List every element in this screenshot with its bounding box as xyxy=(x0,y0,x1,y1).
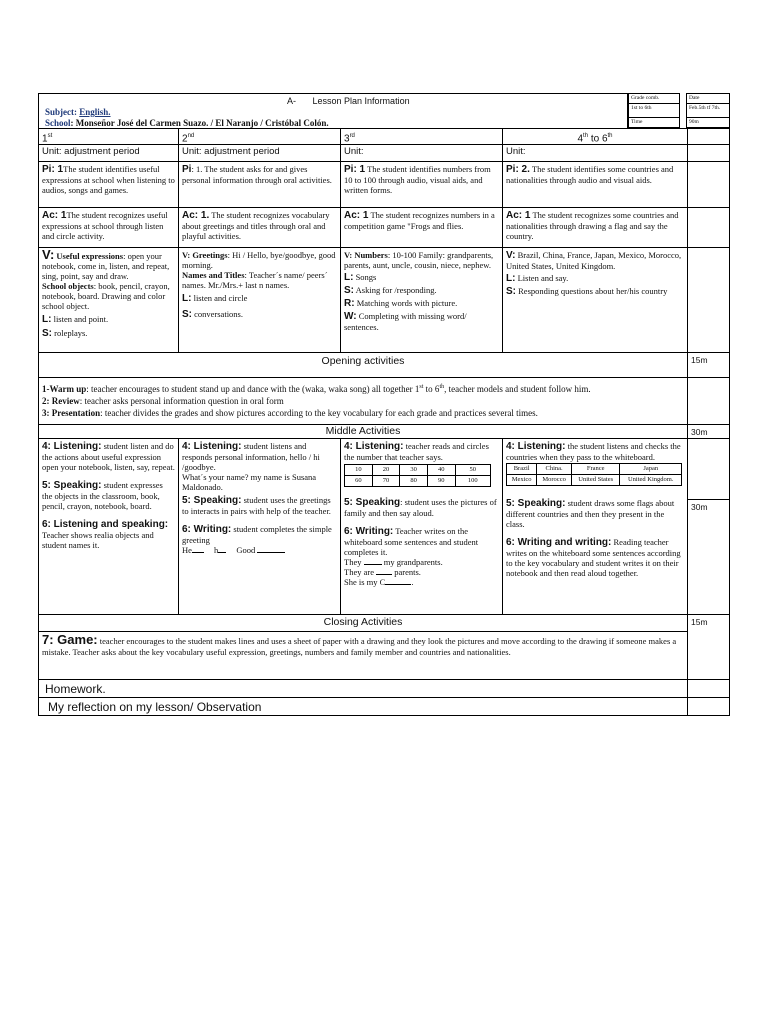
ac-3 xyxy=(340,207,503,248)
mid-2-a6-label: 6: Writing: xyxy=(182,524,232,535)
warmup-text-a: : teacher encourages to student stand up and dance with the (waka, waka song) all together 1 xyxy=(86,384,420,394)
mid-3-a5-text: : student uses the pictures of family and then say aloud. xyxy=(344,497,497,518)
vocab-1-v-bold: Useful expressions xyxy=(54,251,124,261)
number-cell: 90 xyxy=(427,476,455,487)
pi-1 xyxy=(38,161,179,208)
blank-he: He xyxy=(182,545,192,555)
ac-2-num: : 1. xyxy=(194,210,210,221)
pi-time xyxy=(687,161,730,208)
countries-row-2 xyxy=(507,475,682,486)
header-block xyxy=(38,93,628,128)
reflection: My reflection on my lesson/ Observation xyxy=(38,697,688,716)
greeting-blanks xyxy=(182,545,337,555)
ac-2-label: Ac xyxy=(182,210,195,221)
family-line-2 xyxy=(344,567,499,577)
pi-3-num: : 1 xyxy=(353,164,366,175)
mid-1-a5-label: 5: Speaking: xyxy=(42,480,102,491)
mid-2-a5-label: 5: Speaking: xyxy=(182,495,242,506)
school-label: School xyxy=(45,118,71,128)
middle-title: Middle Activities xyxy=(38,424,688,439)
warmup-sup2: th xyxy=(439,384,445,390)
line1-b: my grandparents. xyxy=(383,557,443,567)
vocab-3-s-text: Asking for /responding. xyxy=(354,285,437,295)
title-text: Lesson Plan Information xyxy=(312,96,410,106)
ac-3-label: Ac xyxy=(344,210,357,221)
vocab-2-s-label: S: xyxy=(182,309,192,320)
mid-2-a5-text: student uses the greetings to interacts in pairs with help of the teacher. xyxy=(182,495,331,516)
mid-1-a5-text: student expresses the objects in the classroom, book, pencil, crayon, notebook, board. xyxy=(42,480,163,511)
meta-time-label: Time xyxy=(628,117,680,128)
mid-1-a6-text: Teacher shows realia objects and student names it. xyxy=(42,530,154,550)
mid-3-a4-label: 4: Listening: xyxy=(344,441,404,452)
grade-4-sup: th xyxy=(583,133,589,139)
vocab-2-names-text: : Teacher´s name/ peers´ names. Mr./Mrs.+ last n names. xyxy=(182,270,328,290)
unit-1: Unit: adjustment period xyxy=(38,144,179,162)
pi-3-label: Pi xyxy=(344,164,354,175)
vocab-4-l-label: L: xyxy=(506,273,516,284)
vocab-2-s-text: conversations. xyxy=(192,309,243,319)
meta-time-value: 90m xyxy=(686,117,730,128)
title-prefix: A- xyxy=(287,96,296,106)
homework: Homework. xyxy=(38,679,688,698)
reflection-time xyxy=(687,697,730,716)
warmup-label: 1-Warm up xyxy=(42,384,87,394)
review-label: 2: Review xyxy=(42,396,80,406)
grade-header-2 xyxy=(178,128,341,145)
mid-2-a6-text: student completes the simple greeting xyxy=(182,524,332,545)
vocab-2-names-label: Names and Titles xyxy=(182,270,245,280)
country-cell: France xyxy=(571,464,620,475)
pi-3 xyxy=(340,161,503,208)
country-cell: Brazil xyxy=(507,464,537,475)
mid-3-a6-text: Teacher writes on the whiteboard some sentences and student completes it. xyxy=(344,526,479,557)
mid-4-a5-label: 5: Speaking: xyxy=(506,498,566,509)
vocab-4-v-label: V: xyxy=(506,250,516,261)
opening-body xyxy=(38,377,688,425)
vocab-2-l-text: listen and circle xyxy=(191,293,248,303)
opening-title: Opening activities xyxy=(38,352,688,378)
mid-3-a5-label: 5: Speaking xyxy=(344,497,401,508)
page-title xyxy=(287,96,410,106)
mid-4-a5-text: student draws some flags about different countries and then they present in the class. xyxy=(506,498,675,529)
grade-1-sup: st xyxy=(47,133,53,139)
mid-4-a6-text: Reading teacher writes on the whiteboard some sentences according to the key vocabulary and student writes it on their notebook and then read aloud together. xyxy=(506,537,681,578)
middle-3 xyxy=(340,438,503,615)
vocab-3-w-label: W: xyxy=(344,311,357,322)
grade-4-number: 4 xyxy=(577,133,584,145)
number-cell: 100 xyxy=(455,476,491,487)
middle-time-2: 30m xyxy=(687,499,730,615)
closing-title: Closing Activities xyxy=(38,614,688,632)
ac-3-text: The student recognizes numbers in a competition game "Frogs and flies. xyxy=(344,210,495,231)
ac-1-text: The student recognizes useful expressions at school through listen and circle activity. xyxy=(42,210,168,241)
mid-2-a4-label: 4: Listening: xyxy=(182,441,242,452)
vocab-time xyxy=(687,247,730,353)
vocab-1-school-label: School objects xyxy=(42,281,94,291)
countries-row-1 xyxy=(507,464,682,475)
time-col-header xyxy=(687,128,730,145)
vocab-4-s-text: Responding questions about her/his country xyxy=(516,286,668,296)
vocab-2-v-text: : Hi / Hello, bye/goodbye, good morning. xyxy=(182,250,336,270)
vocab-3-s-label: S: xyxy=(344,285,354,296)
vocab-2-l-label: L: xyxy=(182,293,192,304)
vocab-1-school-text: : book, pencil, crayon, notebook, board. Drawing and color school object. xyxy=(42,281,170,311)
pi-4-num: : 2. xyxy=(515,164,530,175)
ac-1 xyxy=(38,207,179,248)
ac-4-label: Ac xyxy=(506,210,519,221)
vocab-2-v-label: V: Greetings xyxy=(182,250,228,260)
grade-header-1 xyxy=(38,128,179,145)
number-cell: 50 xyxy=(455,465,491,476)
line3-b: . xyxy=(411,577,414,587)
country-cell: Morocco xyxy=(537,475,572,486)
vocab-3-w-text: Completing with missing word/ sentences. xyxy=(344,311,467,332)
country-cell: Mexico xyxy=(507,475,537,486)
unit-time xyxy=(687,144,730,162)
mid-1-a4-text: student listen and do the actions about useful expression open your notebook, listen, say, repeat. xyxy=(42,441,175,472)
line1-a: They xyxy=(344,557,362,567)
school-line: School: Monseñor José del Carmen Suazo. / El Naranjo / Cristóbal Colón. xyxy=(45,118,329,128)
mid-4-a4-text: the student listens and checks the countries when they pass to the whiteboard. xyxy=(506,441,681,462)
countries-table xyxy=(506,463,682,486)
mid-1-a4-label: 4: Listening: xyxy=(42,441,102,452)
unit-3: Unit: xyxy=(340,144,503,162)
pi-2-num: : 1. xyxy=(191,164,203,174)
mid-4-a4-label: 4: Listening: xyxy=(506,441,566,452)
number-cell: 30 xyxy=(400,465,428,476)
meta-grade-value: 1st to 6th xyxy=(628,103,680,118)
warmup-text-b: to 6 xyxy=(423,384,440,394)
family-line-1 xyxy=(344,557,499,567)
ac-4 xyxy=(502,207,688,248)
mid-2-a4-question: What´s your name? my name is Susana Maldonado. xyxy=(182,472,317,492)
vocab-3-r-text: Matching words with picture. xyxy=(354,298,458,308)
ac-4-num: : 1 xyxy=(518,210,531,221)
numbers-row-2 xyxy=(345,476,491,487)
number-cell: 60 xyxy=(345,476,373,487)
middle-time-col-top xyxy=(687,438,730,500)
pi-2-label: Pi xyxy=(182,164,192,175)
pi-4-label: Pi xyxy=(506,164,516,175)
meta-gap xyxy=(679,93,687,128)
blank-good: Good xyxy=(236,545,256,555)
subject-line: Subject: English. xyxy=(45,107,111,117)
pi-4 xyxy=(502,161,688,208)
mid-2-a4-text: student listens and responds personal information, hello / hi /goodbye. xyxy=(182,441,320,472)
school-value: Monseñor José del Carmen Suazo. / El Naranjo / Cristóbal Colón. xyxy=(75,118,329,128)
vocab-1-s-text: roleplays. xyxy=(52,328,88,338)
number-cell: 10 xyxy=(345,465,373,476)
vocab-3 xyxy=(340,247,503,353)
middle-1 xyxy=(38,438,179,615)
presentation-text: : teacher divides the grades and show pictures according to the key vocabulary for each grade and practices several times. xyxy=(100,408,538,418)
unit-4: Unit: xyxy=(502,144,688,162)
middle-4 xyxy=(502,438,688,615)
pi-1-label: Pi xyxy=(42,164,52,175)
unit-2: Unit: adjustment period xyxy=(178,144,341,162)
closing-time: 15m xyxy=(687,614,730,680)
mid-4-a6-label: 6: Writing and writing: xyxy=(506,537,612,548)
vocab-2 xyxy=(178,247,341,353)
line3-a: She is my C xyxy=(344,577,386,587)
middle-time-1: 30m xyxy=(687,424,730,439)
vocab-1-l-label: L: xyxy=(42,314,52,325)
ac-1-label: Ac xyxy=(42,210,55,221)
pi-2-text: The student asks for and gives personal information through oral activities. xyxy=(182,164,332,185)
vocab-1-v-label: V: xyxy=(42,247,55,262)
middle-2 xyxy=(178,438,341,615)
vocab-4-l-text: Listen and say. xyxy=(515,273,569,283)
closing-body xyxy=(38,631,688,680)
vocab-4 xyxy=(502,247,688,353)
vocab-3-r-label: R: xyxy=(344,298,355,309)
lesson-plan-sheet xyxy=(38,93,730,716)
pi-4-text: The student identifies some countries and nationalities through audio and visual aids. xyxy=(506,164,674,185)
blank-h: h xyxy=(214,545,219,555)
subject-value: English. xyxy=(79,107,111,117)
warmup-sup1: st xyxy=(419,384,424,390)
opening-body-time xyxy=(687,377,730,425)
grade-2-sup: nd xyxy=(187,133,195,139)
ac-4-text: The student recognizes some countries and nationalities through drawing a flag and say the country. xyxy=(506,210,679,241)
opening-time: 15m xyxy=(687,352,730,378)
grade-2-number: 2 xyxy=(182,133,188,145)
numbers-row-1 xyxy=(345,465,491,476)
country-cell: Japan xyxy=(620,464,682,475)
vocab-4-s-label: S: xyxy=(506,286,516,297)
number-cell: 70 xyxy=(372,476,400,487)
vocab-1 xyxy=(38,247,179,353)
number-cell: 20 xyxy=(372,465,400,476)
grade-header-4-6 xyxy=(502,128,688,145)
pi-1-num: : 1 xyxy=(51,164,64,175)
grade-to-6: to 6 xyxy=(588,133,608,145)
pi-3-text: The student identifies numbers from 10 to 100 through audio, visual aids, and written forms. xyxy=(344,164,491,195)
pi-2 xyxy=(178,161,341,208)
meta-date-value: Feb.5th tf 7th. xyxy=(686,103,730,118)
vocab-1-v-text: : open your notebook, come in, listen, and repeat, sing, point, say and draw. xyxy=(42,251,170,281)
meta-grade-label: Grade comb. xyxy=(628,93,680,104)
ac-3-num: : 1 xyxy=(356,210,369,221)
pi-1-text: The student identifies useful expressions at school when listening to audios, songs and games. xyxy=(42,164,175,195)
ac-2-text: The student recognizes vocabulary about greetings and titles through oral and playful activities. xyxy=(182,210,330,241)
grade-3-number: 3 xyxy=(344,133,350,145)
review-text: : teacher asks personal information question in oral form xyxy=(79,396,284,406)
vocab-3-l-text: Songs xyxy=(353,272,377,282)
warmup-text-c: , teacher models and student follow him. xyxy=(444,384,591,394)
homework-time xyxy=(687,679,730,698)
vocab-4-v-text: Brazil, China, France, Japan, Mexico, Morocco, United States, United Kingdom. xyxy=(506,250,682,271)
vocab-1-l-text: listen and point. xyxy=(51,314,109,324)
country-cell: United Kingdom. xyxy=(620,475,682,486)
mid-3-a6-label: 6: Writing: xyxy=(344,526,394,537)
mid-3-a4-text: teacher reads and circles the number that teacher says. xyxy=(344,441,489,462)
numbers-table xyxy=(344,464,491,487)
grade-6-sup: th xyxy=(607,133,613,139)
vocab-3-l-label: L: xyxy=(344,272,354,283)
line2-a: They are xyxy=(344,567,374,577)
line2-b: parents. xyxy=(394,567,421,577)
grade-3-sup: rd xyxy=(349,133,355,139)
ac-2 xyxy=(178,207,341,248)
number-cell: 40 xyxy=(427,465,455,476)
game-label: 7: Game: xyxy=(42,632,98,647)
vocab-1-s-label: S: xyxy=(42,328,52,339)
number-cell: 80 xyxy=(400,476,428,487)
ac-1-num: : 1 xyxy=(54,210,67,221)
game-text: teacher encourages to the student makes lines and uses a sheet of paper with a drawing and they look the pictures and move according to the drawing if someone makes a mistake. Teacher asks about the key vocabulary useful expression, greetings, numbers and family member and countries and nationalities. xyxy=(42,636,677,657)
subject-label: Subject xyxy=(45,107,74,117)
mid-1-a6-label: 6: Listening and speaking: xyxy=(42,519,169,530)
family-line-3 xyxy=(344,577,499,587)
country-cell: China. xyxy=(537,464,572,475)
ac-time xyxy=(687,207,730,248)
vocab-3-v-text: : 10-100 Family: grandparents, parents, aunt, uncle, cousin, niece, nephew. xyxy=(344,250,494,270)
vocab-3-v-label: V: Numbers xyxy=(344,250,388,260)
grade-header-3 xyxy=(340,128,503,145)
country-cell: United States xyxy=(571,475,620,486)
presentation-label: 3: Presentation xyxy=(42,408,101,418)
meta-date-label: Date xyxy=(686,93,730,104)
grade-1-number: 1 xyxy=(42,133,48,145)
